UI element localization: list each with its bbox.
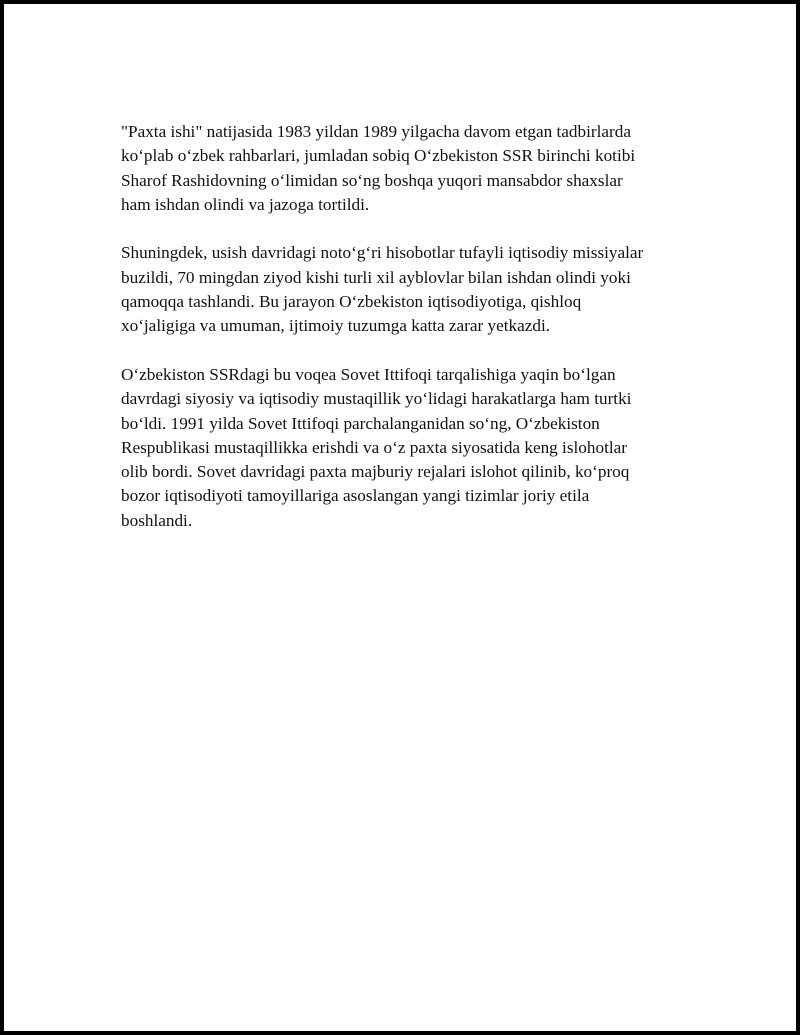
document-body <box>121 120 721 557</box>
paragraph-paxta-ishi: "Paxta ishi" natijasida 1983 yildan 1989 yilgacha davom etgan tadbirlarda ko‘plab o‘zbek rahbarlari, jumladan sobiq O‘zbekiston SSR birinchi kotibi Sharof Rashidovning o‘limidan so‘ng boshqa yuqori mansabdor shaxslar ham ishdan olindi va jazoga tortildi. <box>121 122 636 214</box>
paragraph-iqtisodiy-zarar: Shuningdek, usish davridagi noto‘g‘ri hisobotlar tufayli iqtisodiy missiyalar buzildi, 70 mingdan ziyod kishi turli xil ayblovlar bilan ishdan olindi yoki qamoqqa tashlandi. Bu jarayon O‘zbekiston iqtisodiyotiga, qishloq xo‘jaligiga va umuman, ijtimoiy tuzumga katta zarar yetkazdi. <box>121 243 644 336</box>
paragraph-mustaqillik: O‘zbekiston SSRdagi bu voqea Sovet Ittifoqi tarqalishiga yaqin bo‘lgan davrdagi siyosiy va iqtisodiy mustaqillik yo‘lidagi harakatlarga ham turtki bo‘ldi. 1991 yilda Sovet Ittifoqi parchalanganidan so‘ng, O‘zbekiston Respublikasi mustaqillikka erishdi va o‘z paxta siyosatida keng islohotlar olib bordi. Sovet davridagi paxta majburiy rejalari islohot qilinib, ko‘proq bozor iqtisodiyoti tamoyillariga asoslangan yangi tizimlar joriy etila boshlandi. <box>121 364 632 530</box>
